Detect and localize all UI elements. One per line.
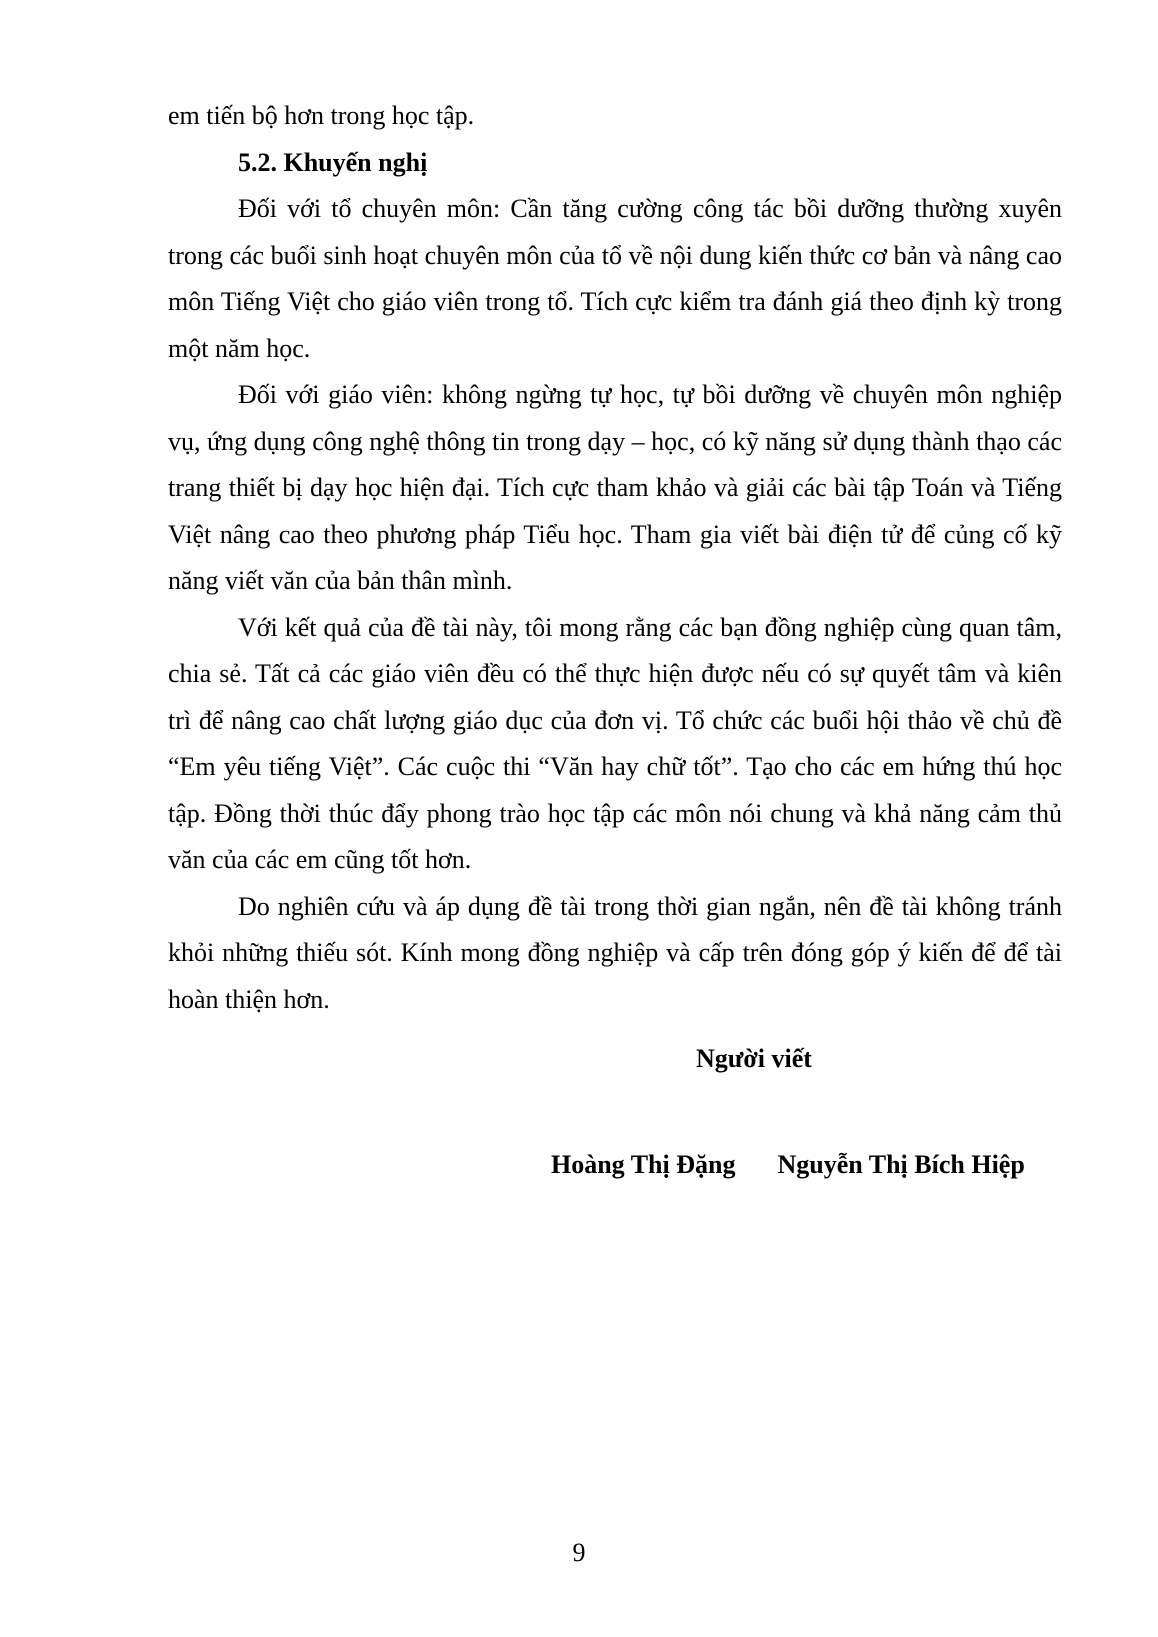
author-name-1: Hoàng Thị Đặng [551,1150,736,1179]
author-name-2: Nguyễn Thị Bích Hiệp [777,1150,1025,1179]
page-number: 9 [572,1538,586,1567]
author-names [551,1150,1025,1180]
signature-label: Người viết [696,1044,812,1073]
document-body [168,93,1062,1023]
paragraph-conclusion: Do nghiên cứu và áp dụng đề tài trong thời gian ngắn, nên đề tài không tránh khỏi những thiếu sót. Kính mong đồng nghiệp và cấp trên đóng góp ý kiến để để tài hoàn thiện hơn. [168,891,1062,1014]
paragraph-continuation: em tiến bộ hơn trong học tập. [168,101,475,130]
paragraph-results: Với kết quả của đề tài này, tôi mong rằng các bạn đồng nghiệp cùng quan tâm, chia sẻ. Tất cả các giáo viên đều có thể thực hiện được nếu có sự quyết tâm và kiên trì để nâng cao chất lượng giáo dục của đơn vị. Tổ chức các buổi hội thảo về chủ đề “Em yêu tiếng Việt”. Các cuộc thi “Văn hay chữ tốt”. Tạo cho các em hứng thú học tập. Đồng thời thúc đẩy phong trào học tập các môn nói chung và khả năng cảm thủ văn của các em cũng tốt hơn. [168,612,1062,874]
paragraph-professional-group: Đối với tổ chuyên môn: Cần tăng cường công tác bồi dưỡng thường xuyên trong các buổi sinh hoạt chuyên môn của tổ về nội dung kiến thức cơ bản và nâng cao môn Tiếng Việt cho giáo viên trong tổ. Tích cực kiểm tra đánh giá theo định kỳ trong một năm học. [168,194,1062,363]
section-heading: 5.2. Khuyến nghị [238,147,428,177]
paragraph-teachers: Đối với giáo viên: không ngừng tự học, tự bồi dưỡng về chuyên môn nghiệp vụ, ứng dụng công nghệ thông tin trong dạy – học, có kỹ năng sử dụng thành thạo các trang thiết bị dạy học hiện đại. Tích cực tham khảo và giải các bài tập Toán và Tiếng Việt nâng cao theo phương pháp Tiểu học. Tham gia viết bài điện tử để củng cố kỹ năng viết văn của bản thân mình. [168,380,1062,595]
